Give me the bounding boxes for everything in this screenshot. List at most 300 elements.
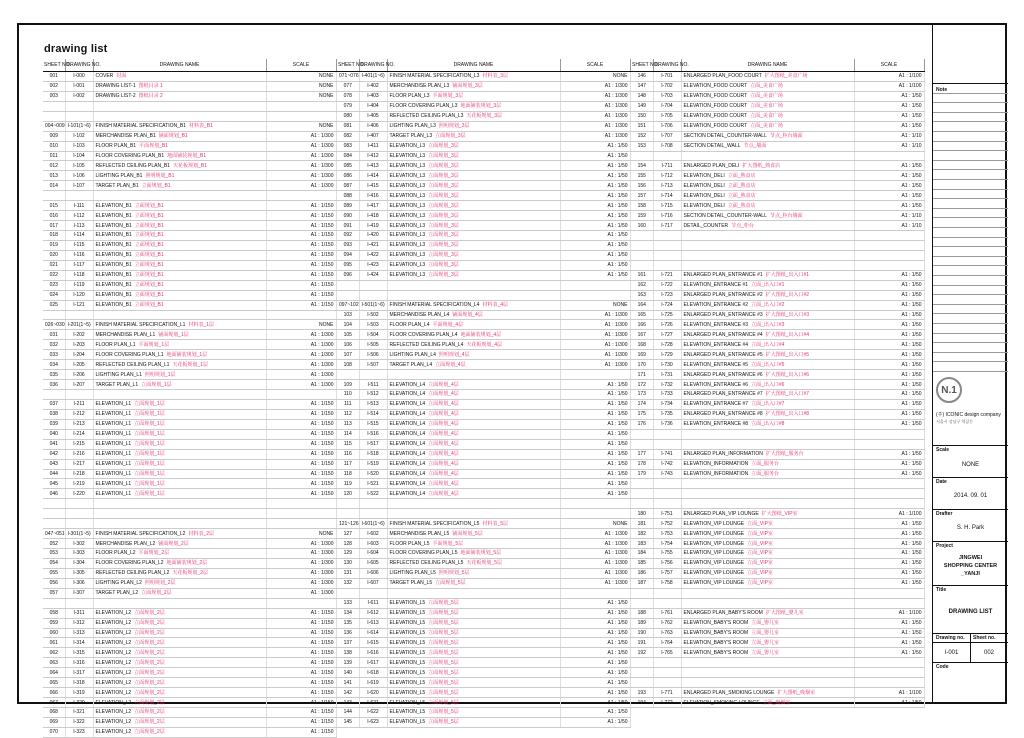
sheet-no: [631, 598, 653, 608]
table-row: [337, 171, 630, 181]
drawing-no: I-507: [359, 360, 387, 370]
drawing-no: [65, 499, 93, 509]
table-row: [631, 91, 924, 101]
drawing-name-cn: 立面规划_5层: [428, 649, 459, 656]
sheet-no: 037: [43, 399, 65, 409]
drawing-scale: A1 : 1/300: [560, 320, 630, 330]
drawing-name-en: REFLECTED CEILING PLAN_L2: [95, 570, 170, 577]
drawing-no: [65, 390, 93, 400]
drawing-scale: A1 : 1/50: [854, 549, 924, 559]
drawing-name: [387, 638, 560, 648]
drawing-name-en: ELEVATION_B1: [95, 222, 132, 229]
drawing-scale: A1 : 1/50: [854, 449, 924, 459]
sheet-no: 046: [43, 489, 65, 499]
drawing-name-en: ELEVATION_L4: [389, 441, 426, 448]
sheet-no: 156: [631, 181, 653, 191]
page-title: drawing list: [44, 43, 108, 55]
drawing-no: I-307: [65, 588, 93, 598]
drawing-no: I-306: [65, 578, 93, 588]
sheet-no: 165: [631, 310, 653, 320]
sheet-no: 078: [337, 91, 359, 101]
drawing-name: [681, 509, 854, 519]
drawing-scale: A1 : 1/300: [266, 588, 336, 598]
drawing-name: [387, 370, 560, 380]
table-row: [631, 320, 924, 330]
drawing-name: [93, 529, 266, 539]
drawing-scale: A1 : 1/50: [560, 618, 630, 628]
drawing-name-cn: 立面规划_5层: [428, 600, 459, 607]
sheet-no: [631, 479, 653, 489]
drawing-scale: A1 : 1/50: [560, 270, 630, 280]
drawing-name-cn: 立面_美食广场: [750, 93, 783, 100]
drawing-name: [387, 101, 560, 111]
drawing-scale: [266, 509, 336, 519]
drawing-name: [387, 240, 560, 250]
drawing-name-en: ENLARGED PLAN_ENTRANCE #5: [683, 351, 763, 358]
drawing-name-en: ELEVATION_L1: [95, 401, 132, 408]
drawing-name: [387, 131, 560, 141]
table-row: [337, 191, 630, 201]
sheet-no: [631, 429, 653, 439]
drawing-name-cn: 节点_柜台墙面: [769, 133, 803, 140]
drawing-name-en: ELEVATION_L5: [389, 629, 426, 636]
drawing-name-en: FINISH MATERIAL SPECIFICATION_L3: [389, 73, 480, 80]
table-row: [43, 330, 336, 340]
drawing-name-cn: 材料表_4层: [482, 302, 508, 309]
drawing-name: [681, 698, 854, 708]
drawing-scale: NONE: [560, 519, 630, 529]
sheet-no: 039: [43, 419, 65, 429]
table-row: [337, 300, 630, 310]
drawing-name-cn: 立面规划_4层: [428, 401, 459, 408]
drawing-no: I-000: [65, 72, 93, 82]
drawing-name-en: ELEVATION_L2: [95, 689, 132, 696]
drawing-name-cn: 立面规划_5层: [428, 709, 459, 716]
drawing-name: [681, 310, 854, 320]
drawing-scale: A1 : 1/50: [560, 678, 630, 688]
table-row: [337, 598, 630, 608]
drawing-name-en: ELEVATION_ENTRANCE #5: [683, 361, 749, 368]
sheet-no: 083: [337, 141, 359, 151]
drawing-name: [93, 171, 266, 181]
table-row: [337, 688, 630, 698]
table-row: [631, 181, 924, 191]
note-rule: [933, 333, 1008, 334]
drawing-scale: A1 : 1/100: [854, 608, 924, 618]
drawing-scale: A1 : 1/300: [266, 549, 336, 559]
table-row: [631, 72, 924, 82]
table-row: [43, 111, 336, 121]
sheet-no: [631, 678, 653, 688]
drawing-scale: A1 : 1/150: [266, 489, 336, 499]
drawing-name-cn: 立面规划_4层: [428, 421, 459, 428]
drawing-name: [93, 260, 266, 270]
table-row: [337, 588, 630, 598]
drawing-name-cn: 立面规划_4层: [428, 470, 459, 477]
sheet-no: 016: [43, 211, 65, 221]
drawing-no: I-620: [359, 688, 387, 698]
drawing-scale: [560, 509, 630, 519]
drawing-no: I-002: [65, 91, 93, 101]
drawing-scale: [854, 489, 924, 499]
drawing-no: [653, 479, 681, 489]
drawing-scale: A1 : 1/10: [854, 131, 924, 141]
table-row: [337, 409, 630, 419]
sheet-no: 013: [43, 171, 65, 181]
drawing-no: I-707: [653, 131, 681, 141]
drawing-name-en: ELEVATION_FOOD COURT: [683, 93, 748, 100]
drawing-no: I-602: [359, 529, 387, 539]
drawing-name-cn: 立面规划_3层: [428, 212, 459, 219]
drawing-name-en: ELEVATION_VIP LOUNGE: [683, 540, 745, 547]
drawing-name-en: FLOOR COVERING PLAN_L5: [389, 550, 458, 557]
sheet-no: 045: [43, 479, 65, 489]
drawing-name-cn: 扩大图纸_VIP室: [761, 510, 798, 517]
drawing-name: [681, 469, 854, 479]
drawing-name: [93, 211, 266, 221]
drawing-name: [93, 708, 266, 718]
sheet-no: 185: [631, 558, 653, 568]
drawing-name-cn: 立面规划_2层: [134, 669, 165, 676]
drawing-name-en: ELEVATION_VIP LOUNGE: [683, 560, 745, 567]
drawing-name-en: ELEVATION_INFORMATION: [683, 470, 749, 477]
drawing-name-en: ELEVATION_L2: [95, 610, 132, 617]
drawing-no: I-751: [653, 509, 681, 519]
sheet-no: 113: [337, 419, 359, 429]
drawing-scale: A1 : 1/50: [854, 310, 924, 320]
sheet-no: 020: [43, 250, 65, 260]
drawing-no: I-702: [653, 81, 681, 91]
drawing-no: I-101(1~6): [65, 121, 93, 131]
sheet-no: 133: [337, 598, 359, 608]
drawing-no: I-403: [359, 91, 387, 101]
drawing-scale: [854, 479, 924, 489]
drawing-scale: NONE: [560, 72, 630, 82]
drawing-name-en: ELEVATION_L5: [389, 659, 426, 666]
drawing-scale: A1 : 1/50: [560, 260, 630, 270]
list-table-1: [43, 59, 337, 738]
drawing-scale: [266, 111, 336, 121]
drawing-name: [681, 340, 854, 350]
drawing-name-en: ENLARGED PLAN_BABY'S ROOM: [683, 610, 763, 617]
table-row: [631, 250, 924, 260]
table-row: [43, 221, 336, 231]
drawing-no: I-765: [653, 648, 681, 658]
drawing-name-en: ELEVATION_B1: [95, 262, 132, 269]
sheet-no: 169: [631, 350, 653, 360]
drawing-scale: A1 : 1/150: [266, 638, 336, 648]
table-row: [337, 201, 630, 211]
drawing-no: I-418: [359, 211, 387, 221]
drawing-scale: A1 : 1/50: [854, 529, 924, 539]
drawing-name: [681, 608, 854, 618]
drawing-scale: A1 : 1/100: [854, 72, 924, 82]
drawing-name: [387, 429, 560, 439]
sheet-no: 146: [631, 72, 653, 82]
sheet-no: [631, 151, 653, 161]
drawing-name: [681, 638, 854, 648]
drawing-name: [681, 101, 854, 111]
drawing-name: [681, 648, 854, 658]
drawing-no: I-615: [359, 638, 387, 648]
table-row: [43, 698, 336, 708]
sheet-no: 181: [631, 519, 653, 529]
sheet-no: 175: [631, 409, 653, 419]
drawing-name-cn: 立面_出入口#4: [751, 341, 785, 348]
sheet-no: 162: [631, 280, 653, 290]
drawing-name-en: REFLECTED CEILING PLAN_L3: [389, 113, 464, 120]
drawing-name-cn: 立面_美食广场: [750, 103, 783, 110]
drawing-scale: A1 : 1/150: [266, 270, 336, 280]
drawing-name-cn: 铺面规划_4层: [452, 311, 483, 318]
drawing-scale: A1 : 1/150: [266, 717, 336, 727]
sheet-no: 040: [43, 429, 65, 439]
drawing-name: [387, 360, 560, 370]
drawing-name: [93, 240, 266, 250]
table-row: [43, 409, 336, 419]
table-row: [43, 499, 336, 509]
drawing-name-en: ELEVATION_L1: [95, 461, 132, 468]
table-row: [631, 300, 924, 310]
drawing-no: I-622: [359, 708, 387, 718]
drawing-name-en: ENLARGED PLAN_ENTRANCE #2: [683, 292, 763, 299]
sheet-no: 058: [43, 608, 65, 618]
drawing-no: I-315: [65, 648, 93, 658]
table-row: [631, 499, 924, 509]
table-row: [337, 370, 630, 380]
column-header: SHEET NO.: [631, 59, 653, 72]
drawing-scale: A1 : 1/150: [266, 300, 336, 310]
table-row: [337, 320, 630, 330]
drawing-scale: A1 : 1/300: [560, 360, 630, 370]
drawing-name-cn: 天花板规划_1层: [172, 361, 208, 368]
drawing-name-en: ELEVATION_B1: [95, 232, 132, 239]
drawing-name-en: SECTION DETAIL_COUNTER-WALL: [683, 133, 767, 140]
drawing-name-cn: 封面: [116, 73, 127, 80]
table-row: [631, 390, 924, 400]
drawing-name: [681, 419, 854, 429]
company-logo: N.1: [936, 377, 962, 403]
drawing-name: [681, 588, 854, 598]
drawing-no: I-312: [65, 618, 93, 628]
scale-label: Scale: [936, 447, 950, 453]
drawing-no: I-734: [653, 399, 681, 409]
drawing-scale: [266, 598, 336, 608]
drawing-name-en: ELEVATION_L3: [389, 212, 426, 219]
drawing-name: [93, 270, 266, 280]
drawing-name-cn: 铺面规划_B1: [158, 133, 188, 140]
drawing-name: [387, 211, 560, 221]
sheet-no: 170: [631, 360, 653, 370]
drawing-scale: A1 : 1/50: [854, 171, 924, 181]
drawing-scale: A1 : 1/300: [560, 91, 630, 101]
drawing-name-en: REFLECTED CEILING PLAN_L1: [95, 361, 170, 368]
table-row: [631, 191, 924, 201]
drawing-name-en: FLOOR COVERING PLAN_B1: [95, 152, 165, 159]
drawing-no: I-216: [65, 449, 93, 459]
sheet-no: 194: [631, 698, 653, 708]
sheet-no: 035: [43, 370, 65, 380]
drawing-no: I-303: [65, 549, 93, 559]
table-row: [631, 429, 924, 439]
drawing-scale: A1 : 1/100: [854, 81, 924, 91]
drawing-scale: A1 : 1/50: [560, 231, 630, 241]
project-label: Project: [936, 543, 953, 549]
table-row: [43, 638, 336, 648]
table-row: [43, 131, 336, 141]
drawing-name: [387, 479, 560, 489]
drawing-name-cn: 立面规划_5层: [428, 689, 459, 696]
drawing-name-cn: 材料表_1层: [188, 321, 214, 328]
sheet-no: 148: [631, 91, 653, 101]
table-row: [43, 171, 336, 181]
table-row: [631, 171, 924, 181]
drawing-name: [93, 409, 266, 419]
drawing-scale: A1 : 1/300: [560, 350, 630, 360]
drawing-name-cn: 立面规划_1层: [134, 480, 165, 487]
drawing-scale: A1 : 1/300: [266, 380, 336, 390]
drawing-name-cn: 立面规划_3层: [428, 232, 459, 239]
table-row: [43, 161, 336, 171]
drawing-scale: A1 : 1/50: [560, 390, 630, 400]
drawing-scale: A1 : 1/50: [854, 121, 924, 131]
drawing-name: [681, 459, 854, 469]
sheet-no: 060: [43, 628, 65, 638]
drawing-no: I-415: [359, 181, 387, 191]
drawing-no: [359, 588, 387, 598]
drawing-no: I-318: [65, 678, 93, 688]
drawing-name: [387, 688, 560, 698]
drawing-name-cn: 立面_出入口#1: [751, 282, 785, 289]
table-row: [43, 549, 336, 559]
drawing-no: [65, 509, 93, 519]
drawing-scale: A1 : 1/300: [560, 330, 630, 340]
drawing-no: I-724: [653, 300, 681, 310]
drawing-name-cn: 立面_服务台: [751, 470, 780, 477]
drawing-name: [93, 688, 266, 698]
drawing-no: I-756: [653, 558, 681, 568]
drawing-name-cn: 立面规划_3层: [428, 252, 459, 259]
table-row: [631, 141, 924, 151]
drawing-name-en: ELEVATION_L5: [389, 669, 426, 676]
drawing-name: [387, 330, 560, 340]
drawing-name-en: ENLARGED PLAN_ENTRANCE #6: [683, 371, 763, 378]
drawing-name-en: ELEVATION_BABY'S ROOM: [683, 639, 749, 646]
drawing-name: [93, 638, 266, 648]
drawing-scale: A1 : 1/50: [560, 708, 630, 718]
drawing-no: I-311: [65, 608, 93, 618]
sheet-no: [43, 101, 65, 111]
drawing-name-cn: 天花板规划_3层: [466, 113, 502, 120]
table-row: [43, 439, 336, 449]
sheet-no: 150: [631, 111, 653, 121]
sheet-no: 034: [43, 360, 65, 370]
drawing-name: [681, 380, 854, 390]
drawing-scale: A1 : 1/10: [854, 141, 924, 151]
drawing-scale: [266, 519, 336, 529]
table-row: [43, 479, 336, 489]
note-rule: [933, 294, 1008, 295]
drawing-name-cn: 立面规划_3层: [428, 162, 459, 169]
drawing-no: I-120: [65, 290, 93, 300]
table-row: [337, 708, 630, 718]
drawing-scale: A1 : 1/50: [560, 151, 630, 161]
drawing-name-en: ELEVATION_L2: [95, 699, 132, 706]
drawing-no: [65, 310, 93, 320]
drawing-no: I-704: [653, 101, 681, 111]
column-header: DRAWING NO.: [359, 59, 387, 72]
drawing-no: I-713: [653, 181, 681, 191]
sheet-no: 107: [337, 350, 359, 360]
drawing-name-en: FINISH MATERIAL SPECIFICATION_L1: [95, 321, 186, 328]
sheet-no: 164: [631, 300, 653, 310]
company-name: (주) ICONIC design company: [936, 412, 1001, 418]
drawing-no: I-611: [359, 598, 387, 608]
sheet-no: 145: [337, 717, 359, 727]
drawing-scale: A1 : 1/50: [560, 240, 630, 250]
sheet-no: 142: [337, 688, 359, 698]
table-row: [337, 101, 630, 111]
drawing-scale: A1 : 1/50: [854, 698, 924, 708]
table-row: [337, 211, 630, 221]
drawing-name-cn: 立面规划_B1: [134, 292, 164, 299]
drawing-name: [93, 231, 266, 241]
table-row: [631, 529, 924, 539]
drawing-no: I-715: [653, 201, 681, 211]
drawing-no-label: Drawing no.: [936, 635, 965, 641]
drawing-name-en: TARGET PLAN_B1: [95, 182, 139, 189]
drawing-no: I-754: [653, 539, 681, 549]
column-header: SCALE: [560, 59, 630, 72]
drawing-scale: A1 : 1/300: [560, 310, 630, 320]
drawing-name-en: ELEVATION_ENTRANCE #4: [683, 341, 749, 348]
drawing-name-en: ELEVATION_ENTRANCE #3: [683, 321, 749, 328]
drawing-name: [681, 201, 854, 211]
table-row: [43, 181, 336, 191]
drawing-scale: NONE: [266, 72, 336, 82]
drawing-scale: A1 : 1/300: [560, 340, 630, 350]
drawing-name-cn: 立面规划_3层: [428, 152, 459, 159]
table-row: [631, 211, 924, 221]
note-rule: [933, 102, 1008, 103]
drawing-no: I-601(1~6): [359, 519, 387, 529]
drawing-name-cn: 天花板规划_B1: [172, 162, 207, 169]
drawing-name: [387, 270, 560, 280]
drawing-name-en: ELEVATION_L4: [389, 431, 426, 438]
drawing-name-cn: 立面规划_B1: [134, 212, 164, 219]
drawing-name-en: ELEVATION_L1: [95, 480, 132, 487]
table-row: [43, 250, 336, 260]
note-rule: [933, 93, 1008, 94]
drawing-name: [681, 519, 854, 529]
drawing-name: [93, 280, 266, 290]
table-row: [631, 519, 924, 529]
sheet-no: 141: [337, 678, 359, 688]
drawing-no: I-516: [359, 429, 387, 439]
table-row: [631, 131, 924, 141]
table-row: [43, 708, 336, 718]
drawing-name: [387, 509, 560, 519]
drawing-no: I-116: [65, 250, 93, 260]
drawing-no: I-755: [653, 549, 681, 559]
drawing-scale: A1 : 1/300: [560, 131, 630, 141]
sheet-no: [337, 370, 359, 380]
drawing-scale: A1 : 1/150: [266, 449, 336, 459]
drawing-scale: A1 : 1/50: [560, 608, 630, 618]
drawing-name-en: ELEVATION_L1: [95, 421, 132, 428]
drawing-no: I-717: [653, 221, 681, 231]
table-row: [631, 111, 924, 121]
